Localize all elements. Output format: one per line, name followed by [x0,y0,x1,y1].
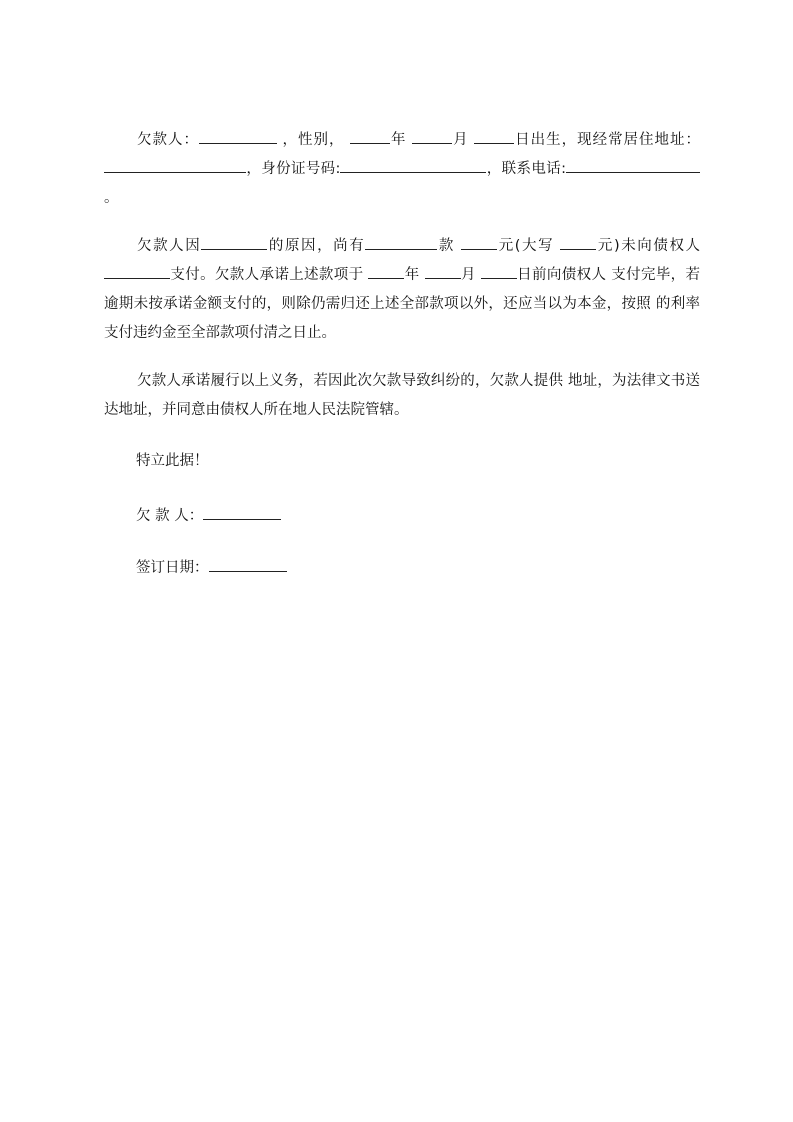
amount-blank [461,235,497,250]
year-label: 年 [390,132,407,148]
obligation-paragraph: 欠款人承诺履行以上义务，若因此次欠款导致纠纷的，欠款人提供 地址，为法律文书送达地址，并同意由债权人所在地人民法院管辖。 [104,373,700,418]
date-line [136,556,287,577]
debtor-signature-line [136,504,281,525]
debt-reason-label: 欠款人因 [137,238,202,254]
birth-day-blank [474,129,514,144]
birth-month-blank [412,129,452,144]
due-day-blank [481,264,517,279]
penalty-text: 日前向债权人 支付完毕，若逾期未按承诺金额支付的，则除仍需归还上述全部款项以外，还应当以为本金，按照 的利率支付违约金至全部款项付清之日止。 [104,267,701,341]
due-month-blank [425,264,461,279]
period: 。 [104,190,119,206]
sign-date-label: 签订日期： [136,560,209,576]
debtor-label: 欠款人： [137,132,199,148]
gender-label: ，性别， [282,132,345,148]
id-number-label: ，身份证号码: [246,161,341,177]
yuan-label: 元(大写 [497,238,555,254]
month-label: 月 [452,132,469,148]
closing-statement: 特立此据！ [136,453,209,469]
creditor-label: 元)未向债权人 [596,238,701,254]
debtor-signature-label: 欠 款 人： [136,508,204,524]
promise-label: 支付。欠款人承诺上述款项于 [170,267,364,283]
creditor-blank [104,264,170,279]
address-label: 日出生，现经常居住地址： [514,132,700,148]
debtor-name-blank [199,129,277,144]
address-blank [104,158,246,173]
debt-paragraph [104,232,700,348]
reason-blank [201,235,267,250]
phone-blank [566,158,700,173]
owed-label: 的原因，尚有 [267,238,366,254]
kuan-label: 款 [437,238,455,254]
debtor-signature-blank [203,505,281,520]
birth-year-blank [350,129,390,144]
due-month-label: 月 [460,267,476,283]
debt-type-blank [365,235,437,250]
id-number-blank [340,158,486,173]
phone-label: ，联系电话: [486,161,567,177]
debtor-info-paragraph [104,126,700,213]
due-year-blank [368,264,404,279]
amount-capital-blank [560,235,596,250]
due-year-label: 年 [404,267,420,283]
sign-date-blank [209,557,287,572]
